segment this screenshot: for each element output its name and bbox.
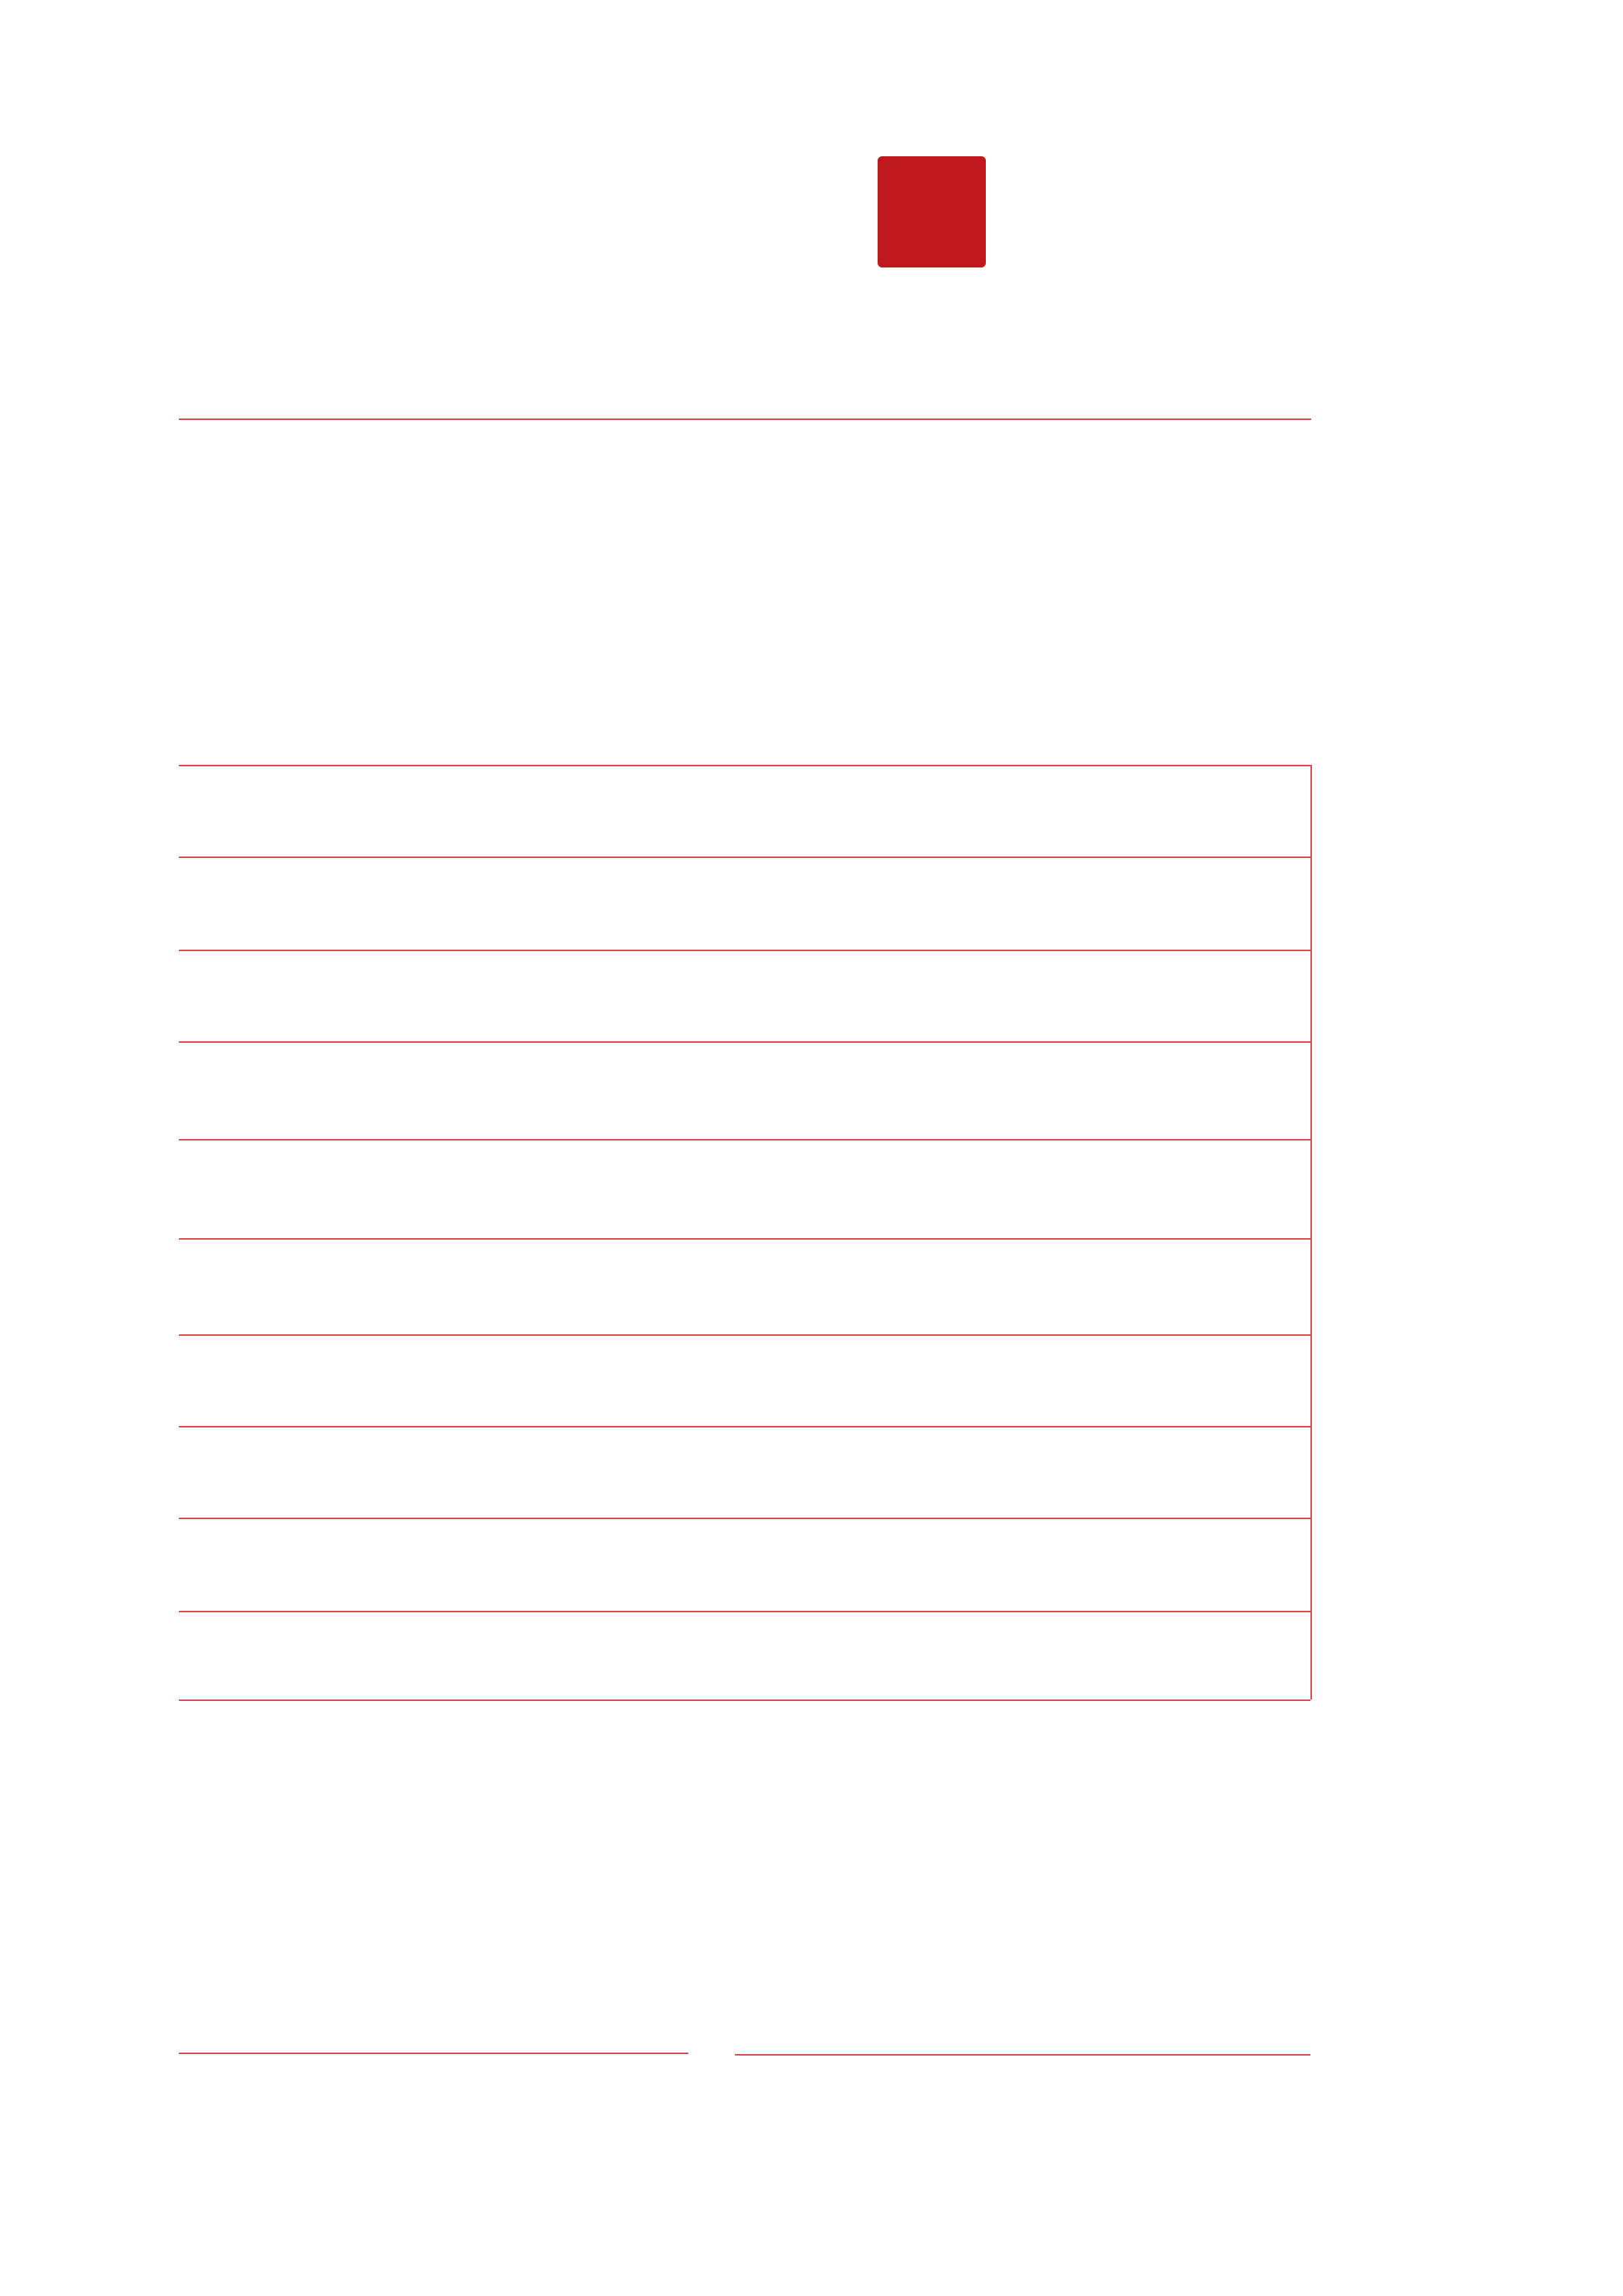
table-row [179, 1041, 1310, 1140]
table-row-empty [179, 1334, 1310, 1427]
table-row-empty [179, 1611, 1310, 1701]
table-row [179, 1238, 1310, 1336]
place-date-underline [179, 2053, 688, 2054]
table-row [179, 950, 1310, 1043]
table-row-empty [179, 1426, 1310, 1519]
logo-red-square-icon [878, 156, 986, 267]
signed-by-underline [735, 2054, 1310, 2056]
table-row [179, 765, 1310, 858]
members-table [179, 765, 1312, 1699]
table-row-empty [179, 1518, 1310, 1612]
table-row [179, 1139, 1310, 1240]
pfarrei-underline [179, 418, 1311, 420]
table-row [179, 856, 1310, 951]
